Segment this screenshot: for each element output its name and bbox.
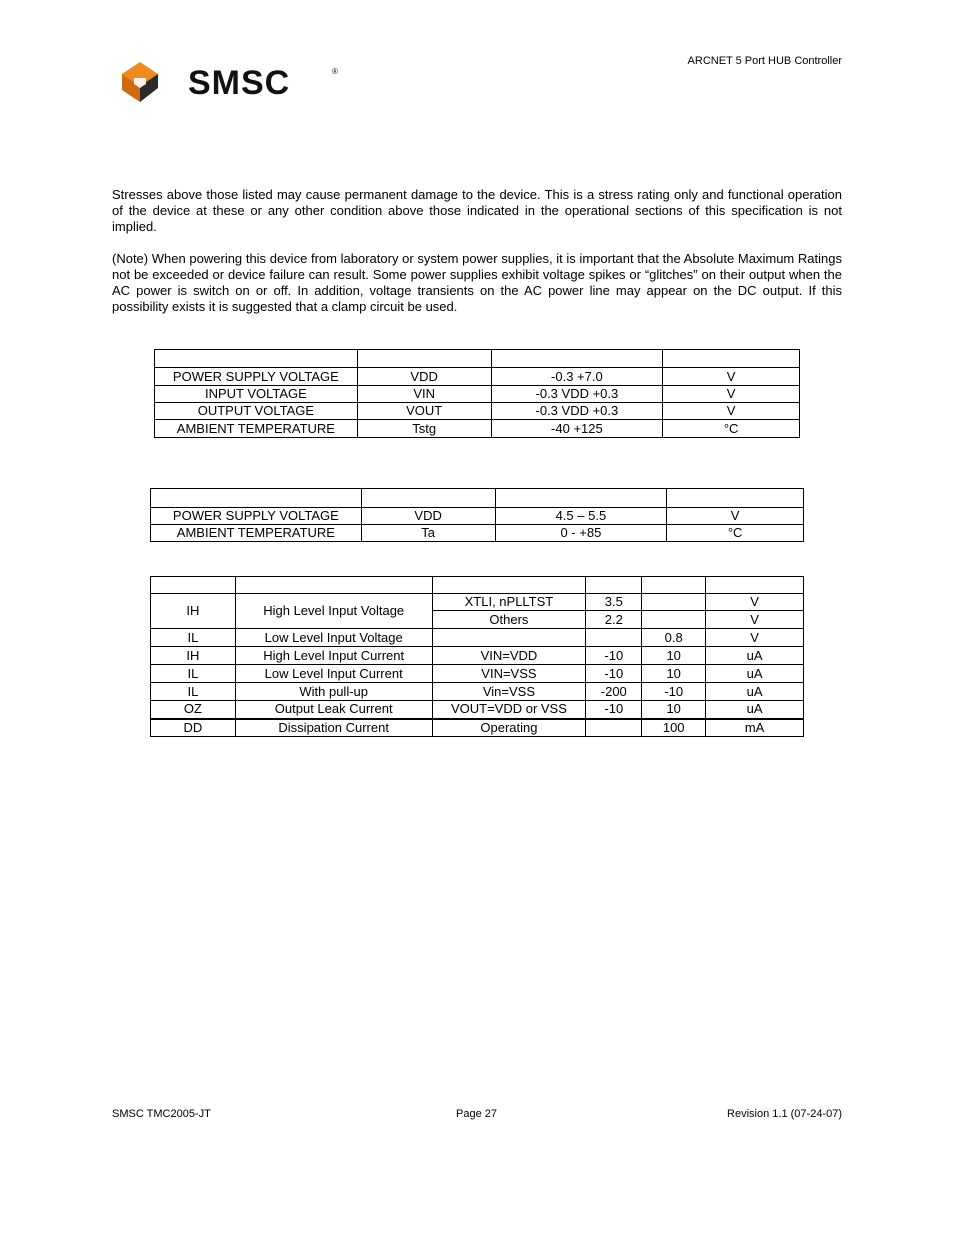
table-cell: V [706,594,804,611]
table-cell [642,611,706,629]
table-cell: With pull-up [235,683,432,701]
table-cell: Ta [361,525,495,542]
table-cell: °C [663,420,800,438]
table-cell: INPUT VOLTAGE [155,386,358,403]
header-cell [235,577,432,594]
header-cell [667,489,804,508]
header-cell [151,489,362,508]
table-cell: -10 [642,683,706,701]
stress-paragraph: Stresses above those listed may cause permanent damage to the device. This is a stress rating only and functional operation of the device at these or any other condition above those indicated in the operational sections of this specification is not implied. [112,187,842,234]
table-row [151,647,804,665]
table-cell [586,629,642,647]
table-cell: IL [151,629,236,647]
table-cell: -200 [586,683,642,701]
table-cell: High Level Input Current [235,647,432,665]
table-cell: POWER SUPPLY VOLTAGE [155,368,358,386]
header-cell [155,350,358,368]
table-cell: POWER SUPPLY VOLTAGE [151,508,362,525]
note-paragraph: (Note) When powering this device from laboratory or system power supplies, it is important that the Absolute Maximum Ratings not be exceeded or device failure can result. Some power supplies exhibit voltage spikes or “glitches” on their output when the AC power is switch on or off. In addition, voltage transients on the AC power line may appear on the DC output. If this possibility exists it is suggested that a clamp circuit be used. [112,251,842,314]
table-cell: 4.5 – 5.5 [495,508,667,525]
table-cell: 10 [642,647,706,665]
table-cell: DD [151,719,236,737]
header-cell [151,577,236,594]
table-row [151,719,804,737]
smsc-logo [118,60,343,104]
table-cell: VIN [357,386,491,403]
table-cell: OZ [151,701,236,719]
table-cell: Low Level Input Current [235,665,432,683]
table-cell: -40 +125 [491,420,663,438]
table-row [151,683,804,701]
registered-mark: ® [332,67,338,76]
table-cell: Vin=VSS [432,683,586,701]
table-cell: mA [706,719,804,737]
table-cell: uA [706,665,804,683]
table-cell: °C [667,525,804,542]
table-cell: Tstg [357,420,491,438]
table-cell: V [663,386,800,403]
table-cell: Dissipation Current [235,719,432,737]
header-cell [357,350,491,368]
table-cell: IH [151,647,236,665]
table-cell: -10 [586,701,642,719]
table-cell: V [663,368,800,386]
header-cell [491,350,663,368]
operating-conditions-table [150,488,804,542]
table-row [151,701,804,719]
table-cell: Operating [432,719,586,737]
table-cell [432,629,586,647]
table-cell: Low Level Input Voltage [235,629,432,647]
dc-characteristics-table [150,576,804,737]
table-row [151,508,804,525]
table-row [151,525,804,542]
table-cell: -10 [586,647,642,665]
table-cell: High Level Input Voltage [235,594,432,629]
table-row [155,403,800,420]
absolute-maximum-ratings-table [154,349,800,438]
table-cell: uA [706,701,804,719]
footer-doc-id: SMSC TMC2005-JT [112,1108,211,1120]
table-cell: uA [706,683,804,701]
table-cell: VIN=VDD [432,647,586,665]
table-cell: VDD [357,368,491,386]
table-header-row [155,350,800,368]
table-header-row [151,489,804,508]
table-cell: 10 [642,701,706,719]
header-cell [361,489,495,508]
table-cell: VIN=VSS [432,665,586,683]
footer-revision: Revision 1.1 (07-24-07) [727,1108,842,1120]
table-row [155,386,800,403]
table-row [155,368,800,386]
table-cell: V [706,629,804,647]
table-cell: -0.3 VDD +0.3 [491,403,663,420]
table-row [151,594,804,611]
table-cell: 100 [642,719,706,737]
table-cell: 0.8 [642,629,706,647]
table-cell: OUTPUT VOLTAGE [155,403,358,420]
smsc-logo-wordmark: SMSC [188,64,291,102]
table-cell: 10 [642,665,706,683]
table-cell: Others [432,611,586,629]
table-cell: -0.3 VDD +0.3 [491,386,663,403]
table-cell: V [667,508,804,525]
table-cell: 0 - +85 [495,525,667,542]
table-cell: IL [151,665,236,683]
table-cell: AMBIENT TEMPERATURE [155,420,358,438]
table-cell: IL [151,683,236,701]
table-cell [642,594,706,611]
table-cell: 3.5 [586,594,642,611]
table-cell: -0.3 +7.0 [491,368,663,386]
table-cell: VOUT [357,403,491,420]
table-cell: AMBIENT TEMPERATURE [151,525,362,542]
table-cell: -10 [586,665,642,683]
header-cell [663,350,800,368]
header-cell [495,489,667,508]
table-header-row [151,577,804,594]
table-cell: Output Leak Current [235,701,432,719]
header-cell [642,577,706,594]
table-cell: 2.2 [586,611,642,629]
header-cell [706,577,804,594]
table-cell: IH [151,594,236,629]
table-cell: V [663,403,800,420]
table-row [151,629,804,647]
table-cell: uA [706,647,804,665]
table-row [151,665,804,683]
table-row [155,420,800,438]
document-title: ARCNET 5 Port HUB Controller [687,55,842,67]
table-cell: VOUT=VDD or VSS [432,701,586,719]
table-cell: V [706,611,804,629]
table-cell: XTLI, nPLLTST [432,594,586,611]
header-cell [432,577,586,594]
table-cell [586,719,642,737]
footer-page-number: Page 27 [456,1108,497,1120]
header-cell [586,577,642,594]
table-cell: VDD [361,508,495,525]
